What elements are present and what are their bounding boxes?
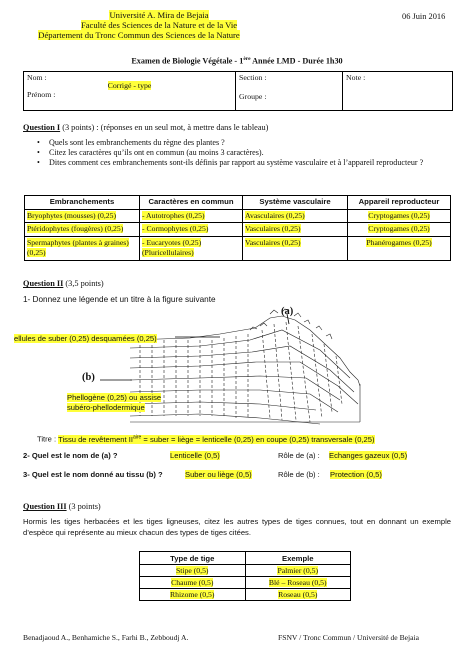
table-cell: Rhizome (0,5) — [170, 590, 215, 599]
table-cell: Stipe (0,5) — [176, 566, 209, 575]
table-cell: Blé – Roseau (0,5) — [268, 578, 327, 587]
q2-item-2: 2- Quel est le nom de (a) ? Lenticelle (0,5) Rôle de (a) : Echanges gazeux (0,5) — [23, 451, 408, 460]
col-header: Embranchements — [25, 196, 140, 210]
table-cell: Vasculaires (0,25) — [245, 224, 301, 233]
university-name: Université A. Mira de Bejaia — [109, 10, 209, 20]
q1-bullet: • Citez les caractères qu’ils ont en commun (au moins 3 caractères). — [37, 148, 264, 157]
table-cell: Chaume (0,5) — [171, 578, 214, 587]
q3-points: (3 points) — [66, 502, 101, 511]
role-b-label: Rôle de (b) : — [278, 470, 320, 479]
table-row — [25, 236, 451, 260]
table-row — [140, 577, 351, 589]
footer-authors: Benadjaoud A., Benhamiche S., Farhi B., Zebboudj A. — [23, 633, 189, 642]
table-cell: Phanérogames (0,25) — [366, 237, 432, 247]
q3-answer-table — [139, 551, 351, 601]
table-cell: Roseau (0,5) — [278, 590, 318, 599]
department-name: Département du Tronc Commun des Sciences de la Nature — [38, 30, 240, 40]
table-row — [140, 565, 351, 577]
table-row — [140, 589, 351, 601]
table-row — [25, 223, 451, 237]
answer-role-b: Protection (0,5) — [330, 470, 382, 479]
col-header: Exemple — [245, 552, 351, 565]
table-cell: Cryptogames (0,25) — [368, 224, 430, 233]
section-cell[interactable] — [236, 72, 343, 111]
table-cell: Avasculaires (0,25) — [245, 210, 305, 220]
exam-date: 06 Juin 2016 — [402, 12, 446, 21]
footer-institution: FSNV / Tronc Commun / Université de Bejaia — [278, 633, 419, 642]
groupe-label: Groupe : — [239, 92, 267, 101]
legend-phellogene: Phellogène (0,25) ou assise subéro-phellodermique — [67, 393, 162, 412]
corrige-type-label: Corrigé - type — [107, 81, 152, 90]
note-label: Note : — [346, 73, 366, 82]
table-cell: Palmier (0,5) — [277, 566, 319, 575]
col-header: Caractères en commun — [140, 196, 243, 210]
question-1-title — [23, 123, 268, 132]
q2-label: Question II — [23, 279, 64, 288]
question-2-title — [23, 279, 104, 288]
table-row — [25, 209, 451, 223]
name-cell[interactable] — [24, 72, 236, 111]
q3-label: Question III — [23, 502, 67, 511]
table-cell: Ptéridophytes (fougères) (0,25) — [27, 224, 124, 233]
figure-label-a: (a) — [281, 306, 294, 317]
q1-bullet: • Dites comment ces embranchements sont-ils définis par rapport au système vasculaire et à l’appareil reproducteur ? — [37, 158, 424, 167]
q3-prompt: Hormis les tiges herbacées et les tiges ligneuses, citez les autres types de tiges connues, tout en donnant un exemple d’espèce qui représente au mieux chacun des types de tiges citées. — [23, 517, 451, 537]
table-cell: - Autotrophes (0,25) — [142, 210, 205, 220]
table-cell: Bryophytes (mousses) (0,25) — [27, 210, 117, 220]
q1-label: Question I — [23, 123, 61, 132]
student-id-table — [23, 71, 453, 111]
institution-header — [38, 10, 254, 40]
answer-2: Lenticelle (0,5) — [170, 451, 220, 460]
col-header: Système vasculaire — [243, 196, 348, 210]
table-cell: Spermaphytes (plantes à graines) (0,25) — [27, 237, 129, 257]
role-a-label: Rôle de (a) : — [278, 451, 320, 460]
note-cell[interactable] — [343, 72, 453, 111]
nom-label: Nom : — [27, 73, 47, 82]
table-cell: - Eucaryotes (0,25) — [142, 237, 202, 247]
faculty-name: Faculté des Sciences de la Nature et de la Vie — [80, 20, 238, 30]
table-cell: Vasculaires (0,25) — [245, 237, 301, 247]
figure-label-b: (b) — [82, 372, 95, 383]
q1-answer-table — [24, 195, 451, 261]
exam-title — [0, 56, 474, 66]
col-header: Appareil reproducteur — [348, 196, 451, 210]
prenom-label: Prénom : — [27, 90, 56, 99]
table-cell-extra: (Pluricellulaires) — [142, 248, 194, 257]
q2-item-1: 1- Donnez une légende et un titre à la figure suivante — [23, 295, 216, 304]
section-label: Section : — [239, 73, 267, 82]
q1-points: (3 points) : (réponses en un seul mot, à mettre dans le tableau) — [60, 123, 269, 132]
q1-bullet: • Quels sont les embranchements du règne des plantes ? — [37, 138, 225, 147]
exam-title-b: Année LMD - Durée 1h30 — [250, 56, 343, 66]
exam-title-a: Examen de Biologie Végétale - 1 — [131, 56, 244, 66]
legend-suber: ellules de suber (0,25) desquamées (0,25) — [14, 334, 157, 343]
question-3-title — [23, 502, 101, 511]
answer-3: Suber ou liège (0,5) — [185, 470, 252, 479]
q2-item-3: 3- Quel est le nom donné au tissu (b) ? Suber ou liège (0,5) Rôle de (b) : Protection (0,5) — [23, 470, 382, 479]
q1-bullets — [37, 138, 451, 168]
figure-title-answer: Titre : Tissu de revêtement $II^{aire}$ = suber = liège = lenticelle (0,25) en coupe (0,25) transversale (0,25) — [37, 434, 375, 444]
table-cell: Cryptogames (0,25) — [368, 210, 430, 220]
table-cell: - Cormophytes (0,25) — [142, 224, 209, 233]
col-header: Type de tige — [140, 552, 246, 565]
answer-role-a: Echanges gazeux (0,5) — [329, 451, 408, 460]
exam-title-sup: ère — [243, 56, 251, 62]
q2-points: (3,5 points) — [63, 279, 104, 288]
